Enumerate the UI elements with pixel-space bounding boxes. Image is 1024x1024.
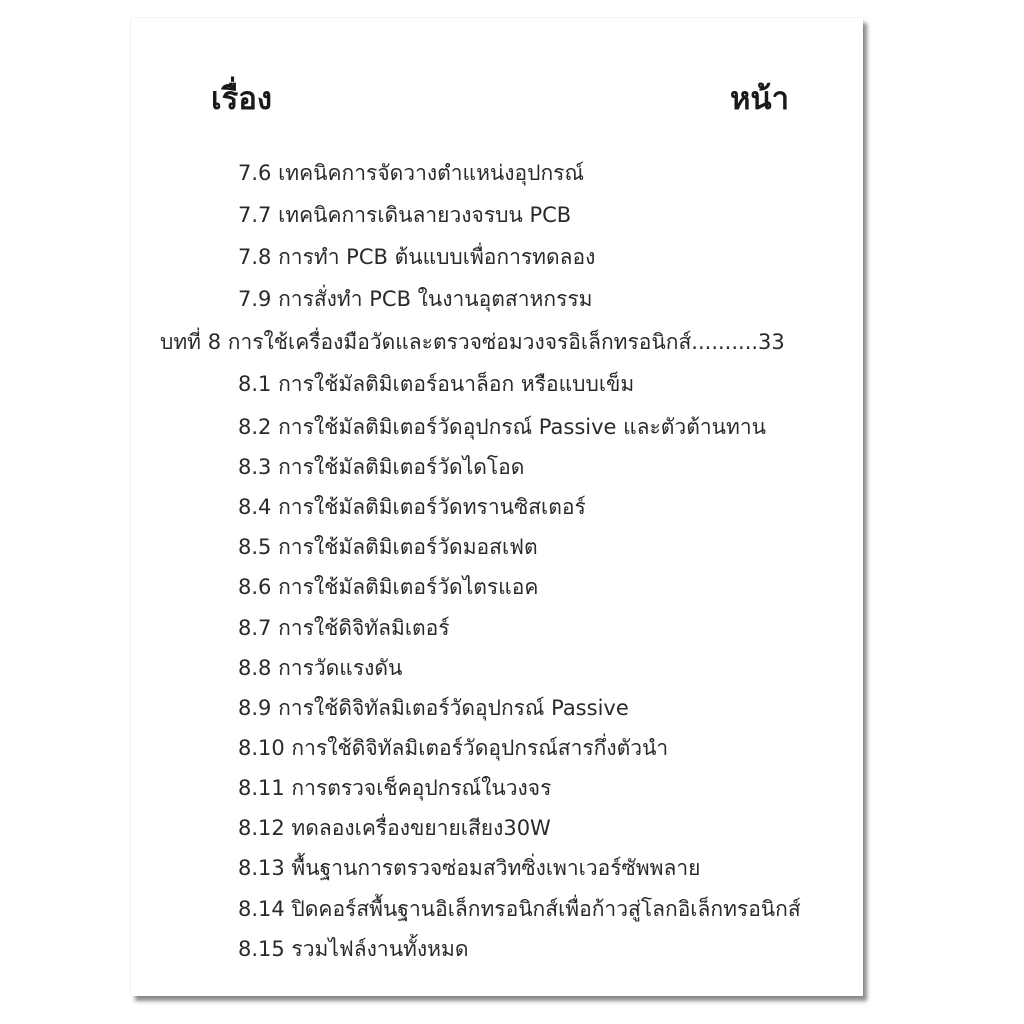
toc-entry: 7.7 เทคนิคการเดินลายวงจรบน PCB [238, 203, 572, 227]
document-page [131, 18, 863, 996]
toc-entry: 7.8 การทำ PCB ต้นแบบเพื่อการทดลอง [238, 245, 596, 269]
toc-entry: 8.14 ปิดคอร์สพื้นฐานอิเล็กทรอนิกส์เพื่อก้าวสู่โลกอิเล็กทรอนิกส์ [238, 897, 801, 921]
toc-entry: 8.10 การใช้ดิจิทัลมิเตอร์วัดอุปกรณ์สารกึ่งตัวนำ [238, 736, 669, 760]
toc-entry: 8.7 การใช้ดิจิทัลมิเตอร์ [238, 616, 450, 640]
header-title-label: เรื่อง [211, 81, 273, 117]
toc-entry: 8.12 ทดลองเครื่องขยายเสียง30W [238, 816, 551, 840]
toc-entry: 8.15 รวมไฟล์งานทั้งหมด [238, 937, 469, 961]
toc-entry: 8.1 การใช้มัลติมิเตอร์อนาล็อก หรือแบบเข็ม [238, 372, 635, 396]
header-page-label: หน้า [729, 81, 789, 117]
toc-entry: 8.13 พื้นฐานการตรวจซ่อมสวิทซิ่งเพาเวอร์ซัพพลาย [238, 856, 701, 880]
toc-entry: 8.8 การวัดแรงดัน [238, 656, 403, 680]
toc-entry: 8.3 การใช้มัลติมิเตอร์วัดไดโอด [238, 455, 525, 479]
toc-chapter-entry: บทที่ 8 การใช้เครื่องมือวัดและตรวจซ่อมวงจรอิเล็กทรอนิกส์..........33 [160, 330, 785, 354]
toc-entry: 8.6 การใช้มัลติมิเตอร์วัดไตรแอค [238, 575, 539, 599]
toc-entry: 8.2 การใช้มัลติมิเตอร์วัดอุปกรณ์ Passive และตัวต้านทาน [238, 415, 767, 439]
toc-entry: 7.9 การสั่งทำ PCB ในงานอุตสาหกรรม [238, 287, 593, 311]
toc-entry: 8.11 การตรวจเช็คอุปกรณ์ในวงจร [238, 776, 552, 800]
toc-entry: 8.5 การใช้มัลติมิเตอร์วัดมอสเฟต [238, 535, 538, 559]
toc-entry: 8.9 การใช้ดิจิทัลมิเตอร์วัดอุปกรณ์ Passive [238, 696, 629, 720]
toc-entry: 8.4 การใช้มัลติมิเตอร์วัดทรานซิสเตอร์ [238, 495, 586, 519]
toc-entry: 7.6 เทคนิคการจัดวางตำแหน่งอุปกรณ์ [238, 161, 584, 185]
